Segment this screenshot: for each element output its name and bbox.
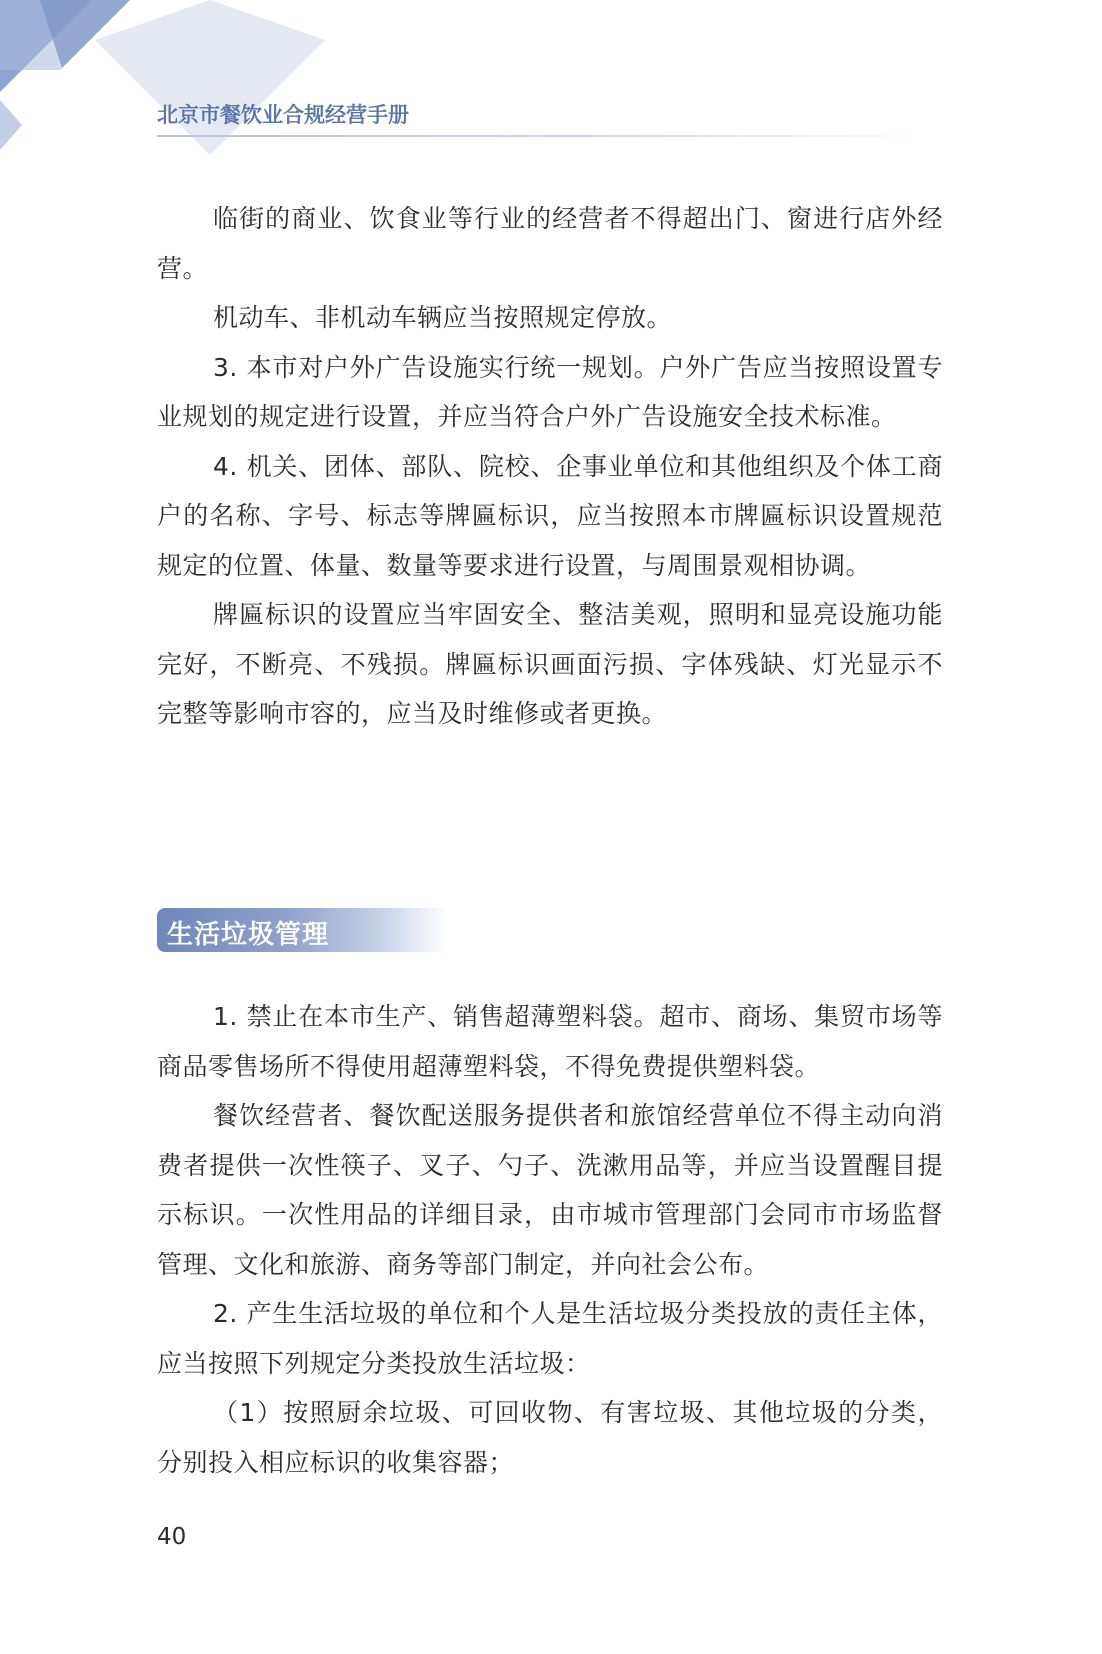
section-heading-bar [157, 908, 447, 952]
corner-small-diamond [0, 100, 22, 150]
corner-decoration [0, 0, 340, 170]
paragraph: 4. 机关、团体、部队、院校、企事业单位和其他组织及个体工商户的名称、字号、标志等牌匾标识，应当按照本市牌匾标识设置规范规定的位置、体量、数量等要求进行设置，与周围景观相协调。 [157, 451, 943, 580]
paragraph: （1）按照厨余垃圾、可回收物、有害垃圾、其他垃圾的分类，分别投入相应标识的收集容器； [157, 1398, 943, 1477]
section1-body [157, 194, 943, 739]
header-rule [157, 135, 927, 137]
running-header: 北京市餐饮业合规经营手册 [157, 103, 409, 127]
paragraph: 3. 本市对户外广告设施实行统一规划。户外广告应当按照设置专业规划的规定进行设置，并应当符合户外广告设施安全技术标准。 [157, 352, 943, 431]
paragraph: 1. 禁止在本市生产、销售超薄塑料袋。超市、商场、集贸市场等商品零售场所不得使用超薄塑料袋，不得免费提供塑料袋。 [157, 1002, 943, 1081]
paragraph: 牌匾标识的设置应当牢固安全、整洁美观，照明和显亮设施功能完好，不断亮、不残损。牌匾标识画面污损、字体残缺、灯光显示不完整等影响市容的，应当及时维修或者更换。 [157, 600, 943, 728]
paragraph: 机动车、非机动车辆应当按照规定停放。 [213, 303, 673, 332]
paragraph: 2. 产生生活垃圾的单位和个人是生活垃圾分类投放的责任主体，应当按照下列规定分类投放生活垃圾： [157, 1299, 943, 1378]
page-number: 40 [157, 1524, 187, 1550]
paragraph: 餐饮经营者、餐饮配送服务提供者和旅馆经营单位不得主动向消费者提供一次性筷子、叉子、勺子、洗漱用品等，并应当设置醒目提示标识。一次性用品的详细目录，由市城市管理部门会同市市场监督管理、文化和旅游、商务等部门制定，并向社会公布。 [157, 1101, 943, 1279]
paragraph: 临街的商业、饮食业等行业的经营者不得超出门、窗进行店外经营。 [157, 204, 943, 283]
section-heading: 生活垃圾管理 [167, 920, 330, 950]
section2-body [157, 992, 943, 1487]
corner-diamond-light [95, 0, 325, 155]
